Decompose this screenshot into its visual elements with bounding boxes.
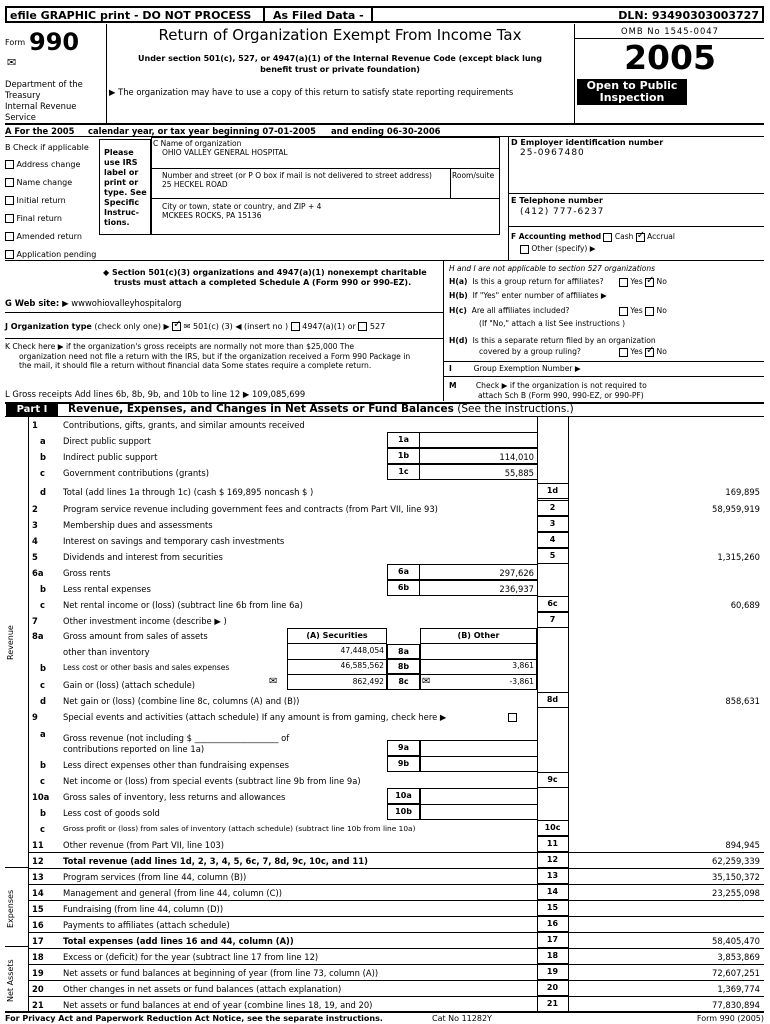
line-number: 19: [32, 968, 44, 978]
line-text: Program services (from line 44, column (B)): [63, 872, 247, 882]
section-b-checks: Address change Name change Initial return Final return Amended return Application pending: [5, 156, 96, 264]
line-number: 4: [32, 536, 38, 546]
line-text: Other revenue (from Part VII, line 103): [63, 840, 225, 850]
line-value: 60,689: [730, 600, 760, 610]
8d-value: 858,631: [725, 696, 760, 706]
line-number: 13: [32, 872, 44, 882]
line-number: 15: [32, 904, 44, 914]
footer-notice: For Privacy Act and Paperwork Reduction Act Notice, see the separate instructions.: [5, 1014, 383, 1023]
line-number: d: [40, 487, 46, 497]
website-row: G Web site: ▶ wwwohiovalleyhospitalorg: [5, 298, 182, 308]
form-subtitle-2: benefit trust or private foundation): [260, 65, 420, 74]
h-d-row-2: covered by a group ruling? Yes ✓ No: [479, 347, 581, 356]
line-value: 72,607,251: [712, 968, 760, 978]
department: Department of the Treasury Internal Revenue Service: [5, 79, 83, 122]
line-text: Fundraising (from line 44, column (D)): [63, 904, 224, 914]
line-text: Interest on savings and temporary cash investments: [63, 536, 285, 546]
part-tag: Part I: [6, 404, 58, 416]
line-value: 1,315,260: [717, 552, 760, 562]
line-text: Other changes in net assets or fund balances (attach explanation): [63, 984, 342, 994]
line-text: Direct public support: [63, 436, 151, 446]
website: wwwohiovalleyhospitalorg: [71, 298, 182, 308]
city-label: City or town, state or country, and ZIP + 4: [162, 202, 322, 211]
line-number: 16: [32, 920, 44, 930]
8b-securities: 46,585,562: [340, 661, 384, 670]
group-ruling-no-checkbox[interactable]: [645, 348, 654, 357]
line-k: K Check here ▶ if the organization's gross receipts are normally not more than $25,000 The organization need not file a return with the IRS, but if the organization received a Form 990 Package in the mail, it should file a return without financial data Some states require a complete return.: [5, 342, 411, 370]
501c-checkbox[interactable]: [172, 322, 181, 331]
sub-box: 1c: [387, 464, 420, 480]
group-return-no-checkbox[interactable]: [645, 278, 654, 287]
line-text: Government contributions (grants): [63, 468, 210, 478]
line-value: 169,895: [725, 487, 760, 497]
form-subtitle-1: Under section 501(c), 527, or 4947(a)(1) of the Internal Revenue Code (except black lung: [138, 54, 542, 63]
footer-cat: Cat No 11282Y: [432, 1014, 492, 1023]
line-text: Membership dues and assessments: [63, 520, 213, 530]
line-text: Net assets or fund balances at end of year (combine lines 18, 19, and 20): [63, 1000, 373, 1010]
line-9-block: 9 Special events and activities (attach schedule) If any amount is from gaming, check here ▶ a Gross revenue (not including $ ____________________ of contributions reported on line 1a) b Less direct expenses other than fundraising expenses c Net income or (loss) from special events (subtract line 9b from line 9a) 9a 9b 9c: [0, 0, 770, 9]
part-title: Revenue, Expenses, and Changes in Net Assets or Fund Balances (See the instructions.): [68, 403, 574, 415]
form-number: 990: [29, 28, 80, 56]
sub-value: 236,937: [499, 584, 534, 594]
omb-number: OMB No 1545-0047: [621, 26, 719, 36]
sub-box: 1a: [387, 432, 420, 448]
line-number: a: [40, 436, 46, 446]
col-box: 3: [537, 516, 568, 532]
line-text: Excess or (deficit) for the year (subtract line 17 from line 12): [63, 952, 319, 962]
line-number: 21: [32, 1000, 44, 1010]
line-m: M Check ▶ if the organization is not required to attach Sch B (Form 990, 990-EZ, or 990-PF): [449, 381, 647, 400]
h-c-note: (If "No," attach a list See instructions ): [479, 319, 626, 328]
col-box: 20: [537, 980, 568, 996]
final-return-checkbox[interactable]: [5, 214, 14, 223]
line-text: Dividends and interest from securities: [63, 552, 223, 562]
line-value: 58,959,919: [712, 504, 760, 514]
line-text: Gross rents: [63, 568, 111, 578]
org-type-row: J Organization type (check only one) ▶ ✓ ✉ 501(c) (3) ◀ (insert no ) 4947(a)(1) or 527: [5, 322, 385, 331]
col-box: 16: [537, 916, 568, 932]
expenses-side-label: Expenses: [6, 889, 15, 928]
form-word: Form: [5, 38, 26, 47]
527-checkbox[interactable]: [358, 322, 367, 331]
line-text: Other investment income (describe ▶ ): [63, 616, 227, 626]
org-name: OHIO VALLEY GENERAL HOSPITAL: [162, 148, 288, 157]
col-b-header: (B) Other: [420, 628, 537, 644]
section-501-note: ◆ Section 501(c)(3) organizations and 4947(a)(1) nonexempt charitable trusts must attach a completed Schedule A (Form 990 or 990-EZ).: [103, 268, 427, 287]
revenue-side-label: Revenue: [6, 625, 15, 660]
application-pending-checkbox[interactable]: [5, 250, 14, 259]
open-inspection-badge: Open to Public Inspection: [577, 79, 687, 105]
sub-box: 6a: [387, 564, 420, 580]
gross-receipts: 109,085,699: [251, 389, 306, 399]
h-b-row: H(b) If "Yes" enter number of affiliates ▶: [449, 291, 607, 300]
initial-return-checkbox[interactable]: [5, 196, 14, 205]
other-method: Other (specify) ▶: [520, 244, 596, 254]
line-i: I Group Exemption Number ▶: [449, 364, 581, 373]
accounting-method: F Accounting method Cash ✓ Accrual: [511, 232, 675, 242]
efile-label: efile GRAPHIC print - DO NOT PROCESS: [10, 9, 252, 22]
line-number: 2: [32, 504, 38, 514]
line-number: b: [40, 452, 46, 462]
line-text: Net assets or fund balances at beginning of year (from line 73, column (A)): [63, 968, 379, 978]
other-method-checkbox[interactable]: [520, 245, 529, 254]
line-number: 20: [32, 984, 44, 994]
col-box: 4: [537, 532, 568, 548]
line-number: 1: [32, 420, 38, 430]
line-text: Contributions, gifts, grants, and similar amounts received: [63, 420, 305, 430]
8a-securities: 47,448,054: [340, 646, 384, 655]
h-d-row: H(d) Is this a separate return filed by an organization: [449, 336, 656, 345]
filed-label: As Filed Data -: [273, 9, 364, 22]
tax-year: 2005: [624, 38, 716, 77]
state-notice: ▶ The organization may have to use a copy of this return to satisfy state reporting requirements: [109, 87, 514, 97]
line-value: 894,945: [725, 840, 760, 850]
line-text: Total (add lines 1a through 1c) (cash $ 169,895 noncash $ ): [63, 487, 314, 497]
line-text: Program service revenue including government fees and contracts (from Part VII, line 93): [63, 504, 438, 514]
col-box: 6c: [537, 596, 568, 612]
col-box: 11: [537, 836, 568, 852]
line-a-period: calendar year, or tax year beginning 07-01-2005: [88, 126, 316, 136]
col-box: 13: [537, 868, 568, 884]
4947-checkbox[interactable]: [291, 322, 300, 331]
ein-label: D Employer identification number: [511, 138, 664, 147]
org-name-label: C Name of organization: [153, 139, 242, 148]
line-value: 35,150,372: [712, 872, 760, 882]
col-box: 15: [537, 900, 568, 916]
line-number: c: [40, 600, 45, 610]
8c-other: -3,861: [509, 677, 534, 686]
footer-form: Form 990 (2005): [696, 1014, 764, 1023]
col-a-header: (A) Securities: [287, 628, 387, 644]
line-text: Payments to affiliates (attach schedule): [63, 920, 230, 930]
line-text: Less rental expenses: [63, 584, 151, 594]
line-value: 62,259,339: [712, 856, 760, 866]
col-box: 12: [537, 852, 568, 868]
sub-value: 114,010: [499, 452, 534, 462]
please-box: Please use IRS label or print or type. See Specific Instruc- tions.: [99, 139, 151, 235]
col-box: 7: [537, 612, 568, 628]
col-box: 2: [537, 500, 568, 516]
line-text: Indirect public support: [63, 452, 158, 462]
line-value: 23,255,098: [712, 888, 760, 898]
col-box: 21: [537, 996, 568, 1012]
line-text: Management and general (from line 44, column (C)): [63, 888, 283, 898]
address-change-checkbox[interactable]: [5, 160, 14, 169]
sub-box: 6b: [387, 580, 420, 596]
attach-icon: ✉: [269, 676, 278, 687]
line-value: 3,853,869: [717, 952, 760, 962]
col-box: 18: [537, 948, 568, 964]
line-text: Total revenue (add lines 1d, 2, 3, 4, 5, 6c, 7, 8d, 9c, 10c, and 11): [63, 856, 368, 866]
amended-return-checkbox[interactable]: [5, 232, 14, 241]
attach-icon: ✉: [422, 676, 431, 687]
sub-value: 297,626: [499, 568, 534, 578]
room-label: Room/suite: [452, 171, 495, 180]
sub-box: 1b: [387, 448, 420, 464]
h-c-row: H(c) Are all affiliates included? Yes No: [449, 306, 667, 315]
cash-checkbox[interactable]: [603, 233, 612, 242]
gross-receipts-row: L Gross receipts Add lines 6b, 8b, 9b, and 10b to line 12 ▶ 109,085,699: [5, 389, 306, 399]
ein: 25-0967480: [520, 148, 585, 158]
line-value: 1,369,774: [717, 984, 760, 994]
phone-label: E Telephone number: [511, 196, 603, 205]
city: MCKEES ROCKS, PA 15136: [162, 211, 262, 220]
sub-value: 55,885: [504, 468, 534, 478]
h-a-row: H(a) Is this a group return for affiliates? Yes ✓ No: [449, 277, 604, 286]
street: 25 HECKEL ROAD: [162, 180, 228, 189]
gaming-checkbox[interactable]: [508, 713, 517, 722]
line-number: c: [40, 468, 45, 478]
col-box: 14: [537, 884, 568, 900]
line-number: b: [40, 584, 46, 594]
dln: DLN: 93490303003727: [618, 9, 759, 22]
section-b-title: B Check if applicable: [5, 143, 89, 152]
line-number: 12: [32, 856, 44, 866]
name-change-checkbox[interactable]: [5, 178, 14, 187]
phone: (412) 777-6237: [520, 207, 605, 217]
line-a-end: and ending 06-30-2006: [331, 126, 441, 136]
line-text: Net rental income or (loss) (subtract line 6b from line 6a): [63, 600, 303, 610]
line-number: 7: [32, 616, 38, 626]
line-a-label: A For the 2005: [5, 126, 75, 136]
eagle-icon: ✉: [7, 56, 17, 69]
8b-other: 3,861: [512, 661, 534, 670]
street-label: Number and street (or P O box if mail is not delivered to street address): [162, 171, 432, 180]
line-number: 3: [32, 520, 38, 530]
line-number: 17: [32, 936, 44, 946]
efile-banner: [5, 6, 764, 23]
line-value: 77,830,894: [712, 1000, 760, 1010]
line-value: 58,405,470: [712, 936, 760, 946]
col-box: 5: [537, 548, 568, 564]
line-number: 11: [32, 840, 44, 850]
line-number: 5: [32, 552, 38, 562]
section-h-header: H and I are not applicable to section 527 organizations: [449, 264, 655, 273]
accrual-checkbox[interactable]: [636, 233, 645, 242]
8c-securities: 862,492: [352, 677, 384, 686]
line-number: 6a: [32, 568, 44, 578]
net-assets-side-label: Net Assets: [6, 959, 15, 1002]
line-number: 18: [32, 952, 44, 962]
line-text: Total expenses (add lines 16 and 44, column (A)): [63, 936, 294, 946]
col-box: 19: [537, 964, 568, 980]
line-number: 14: [32, 888, 44, 898]
col-box: 17: [537, 932, 568, 948]
form-title: Return of Organization Exempt From Income Tax: [158, 26, 522, 44]
col-box: 1d: [537, 483, 568, 499]
